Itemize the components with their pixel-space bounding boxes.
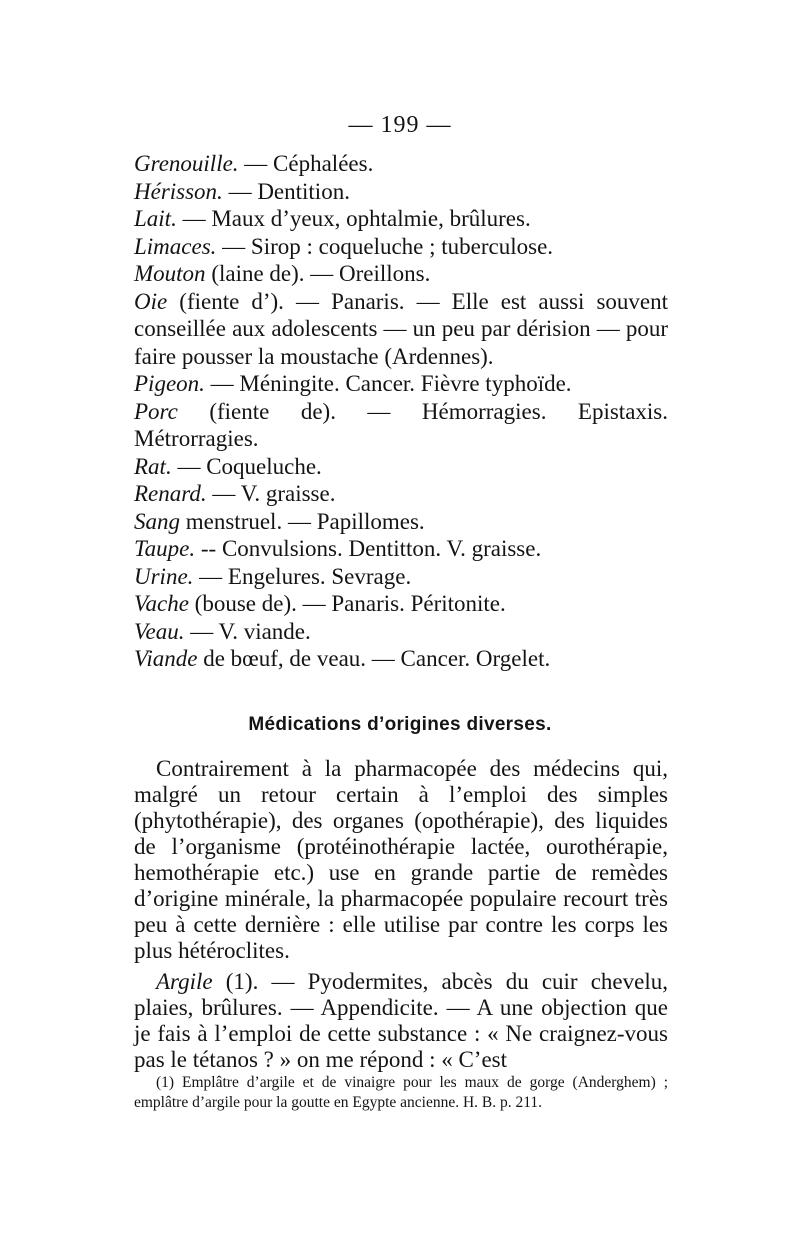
entry-term: Limaces. — [134, 233, 217, 259]
entry-text: menstruel. — Papillomes. — [180, 508, 425, 534]
entry-sang — [134, 508, 668, 536]
entry-term: Grenouille. — [134, 151, 239, 176]
body-text — [134, 756, 668, 1078]
entry-viande — [134, 645, 668, 673]
entry-term: Argile — [156, 969, 213, 994]
entry-text: — Méningite. Cancer. Fièvre typhoïde. — [204, 371, 572, 396]
entry-text: (1). — Pyodermites, abcès du cuir chevelu, plaies, brûlures. — Appendicite. — A une objection que je fais à l’emploi de cette substance : « Ne craignez-vous pas le tétanos ? » on me répond : « C’est — [134, 969, 668, 1072]
entry-text: (fiente de). — Hémorragies. Epistaxis. Métrorragies. — [134, 398, 668, 451]
entry-term: Rat. — [134, 453, 172, 479]
entry-text: (fiente d’). — Panaris. — Elle est aussi souvent conseillée aux adolescents — un peu par dérision — pour faire pousser la moustache (Ardennes). — [134, 288, 668, 369]
entry-urine — [134, 563, 668, 591]
entry-grenouille — [134, 150, 668, 178]
entry-text: — Coqueluche. — [171, 453, 322, 479]
entry-lait — [134, 205, 668, 233]
entry-taupe — [134, 535, 668, 563]
entry-term: Mouton — [134, 261, 206, 286]
paragraph-argile — [134, 969, 668, 1073]
entry-porc — [134, 398, 668, 453]
entry-text: -- Convulsions. Dentitton. V. graisse. — [195, 536, 542, 561]
entry-renard — [134, 480, 668, 508]
entry-term: Renard. — [134, 481, 207, 506]
entry-mouton — [134, 260, 668, 288]
entry-term: Veau. — [134, 618, 185, 644]
entry-pigeon — [134, 370, 668, 398]
entry-text: — V. graisse. — [206, 481, 336, 506]
entry-term: Sang — [134, 508, 180, 534]
entry-rat — [134, 453, 668, 481]
footnote — [134, 1073, 668, 1113]
entry-term: Hérisson. — [134, 178, 223, 204]
page-number: — 199 — — [348, 112, 452, 138]
entry-text: — Céphalées. — [238, 151, 374, 176]
entry-term: Urine. — [134, 563, 194, 589]
footnote-text: (1) Emplâtre d’argile et de vinaigre pour les maux de gorge (Anderghem) ; emplâtre d’argile pour la goutte en Egypte ancienne. H. B. p. 211. — [134, 1074, 668, 1111]
entry-veau — [134, 618, 668, 646]
entry-term: Lait. — [134, 206, 177, 231]
remedy-entry-list — [134, 150, 668, 673]
entry-term: Viande — [134, 646, 198, 671]
entry-text: — Sirop : coqueluche ; tuberculose. — [216, 233, 554, 259]
entry-text: — Maux d’yeux, ophtalmie, brûlures. — [176, 206, 531, 231]
entry-text: — Dentition. — [222, 178, 350, 204]
entry-text: — Engelures. Sevrage. — [193, 563, 412, 589]
entry-herisson — [134, 178, 668, 206]
entry-term: Oie — [134, 288, 168, 314]
entry-text: de bœuf, de veau. — Cancer. Orgelet. — [197, 646, 551, 671]
entry-text: (bouse de). — Panaris. Péritonite. — [188, 591, 506, 616]
entry-oie — [134, 288, 668, 371]
entry-limaces — [134, 233, 668, 261]
entry-vache — [134, 590, 668, 618]
entry-term: Taupe. — [134, 536, 196, 561]
entry-term: Vache — [134, 591, 189, 616]
entry-term: Porc — [134, 398, 178, 424]
section-heading: Médications d’origines diverses. — [248, 714, 552, 735]
entry-term: Pigeon. — [134, 371, 205, 396]
entry-text: — V. viande. — [184, 618, 311, 644]
entry-text: (laine de). — Oreillons. — [205, 261, 431, 286]
paragraph-pharmacopee: Contrairement à la pharmacopée des médecins qui, malgré un retour certain à l’emploi des simples (phytothérapie), des organes (opothérapie), des liquides de l’organisme (protéinothérapie lactée, ourothérapie, hemothérapie etc.) use en grande partie de remèdes d’origine minérale, la pharmacopée populaire recourt très peu à cette dernière : elle utilise par contre les corps les plus hétéroclites. — [134, 756, 668, 963]
